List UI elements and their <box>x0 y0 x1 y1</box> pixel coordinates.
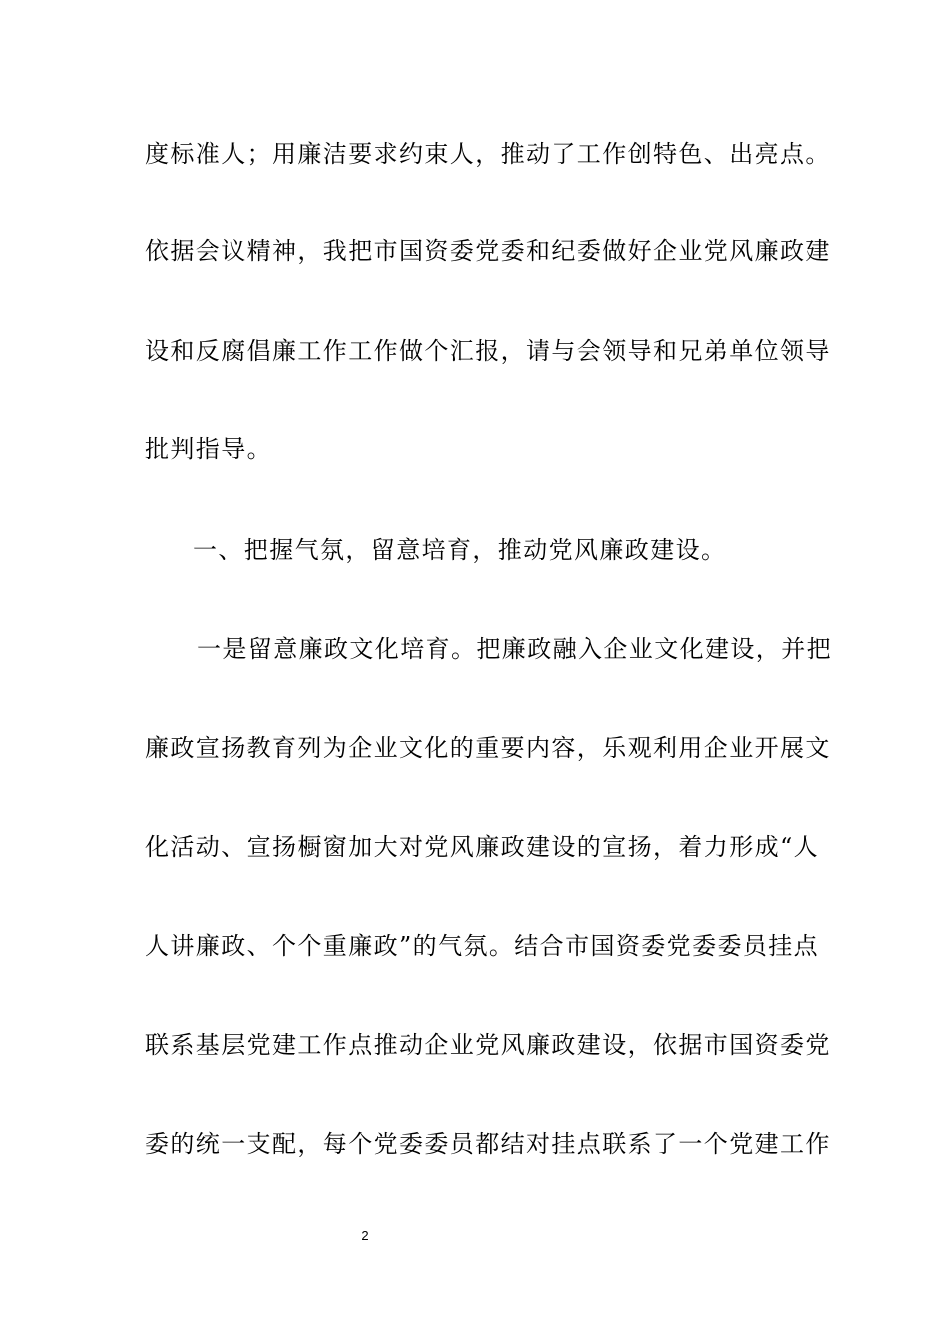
section-heading: 一、把握气氛，留意培育，推动党风廉政建设。 <box>193 536 727 564</box>
page-number: 2 <box>361 1228 369 1243</box>
paragraph-line: 人讲廉政、个个重廉政”的气氛。结合市国资委党委委员挂点 <box>145 932 820 960</box>
paragraph-line: 设和反腐倡廉工作工作做个汇报，请与会领导和兄弟单位领导 <box>145 337 831 365</box>
paragraph-line: 廉政宣扬教育列为企业文化的重要内容，乐观利用企业开展文 <box>145 734 831 762</box>
paragraph-line: 一是留意廉政文化培育。把廉政融入企业文化建设，并把 <box>197 635 832 663</box>
paragraph-line: 度标准人；用廉洁要求约束人，推动了工作创特色、出亮点。 <box>145 140 831 168</box>
paragraph-line: 委的统一支配，每个党委委员都结对挂点联系了一个党建工作 <box>145 1130 831 1158</box>
paragraph-line: 联系基层党建工作点推动企业党风廉政建设，依据市国资委党 <box>145 1031 831 1059</box>
paragraph-line: 批判指导。 <box>145 435 272 463</box>
paragraph-line: 依据会议精神，我把市国资委党委和纪委做好企业党风廉政建 <box>145 237 831 265</box>
paragraph-line: 化活动、宣扬橱窗加大对党风廉政建设的宣扬，着力形成“人 <box>145 833 820 861</box>
